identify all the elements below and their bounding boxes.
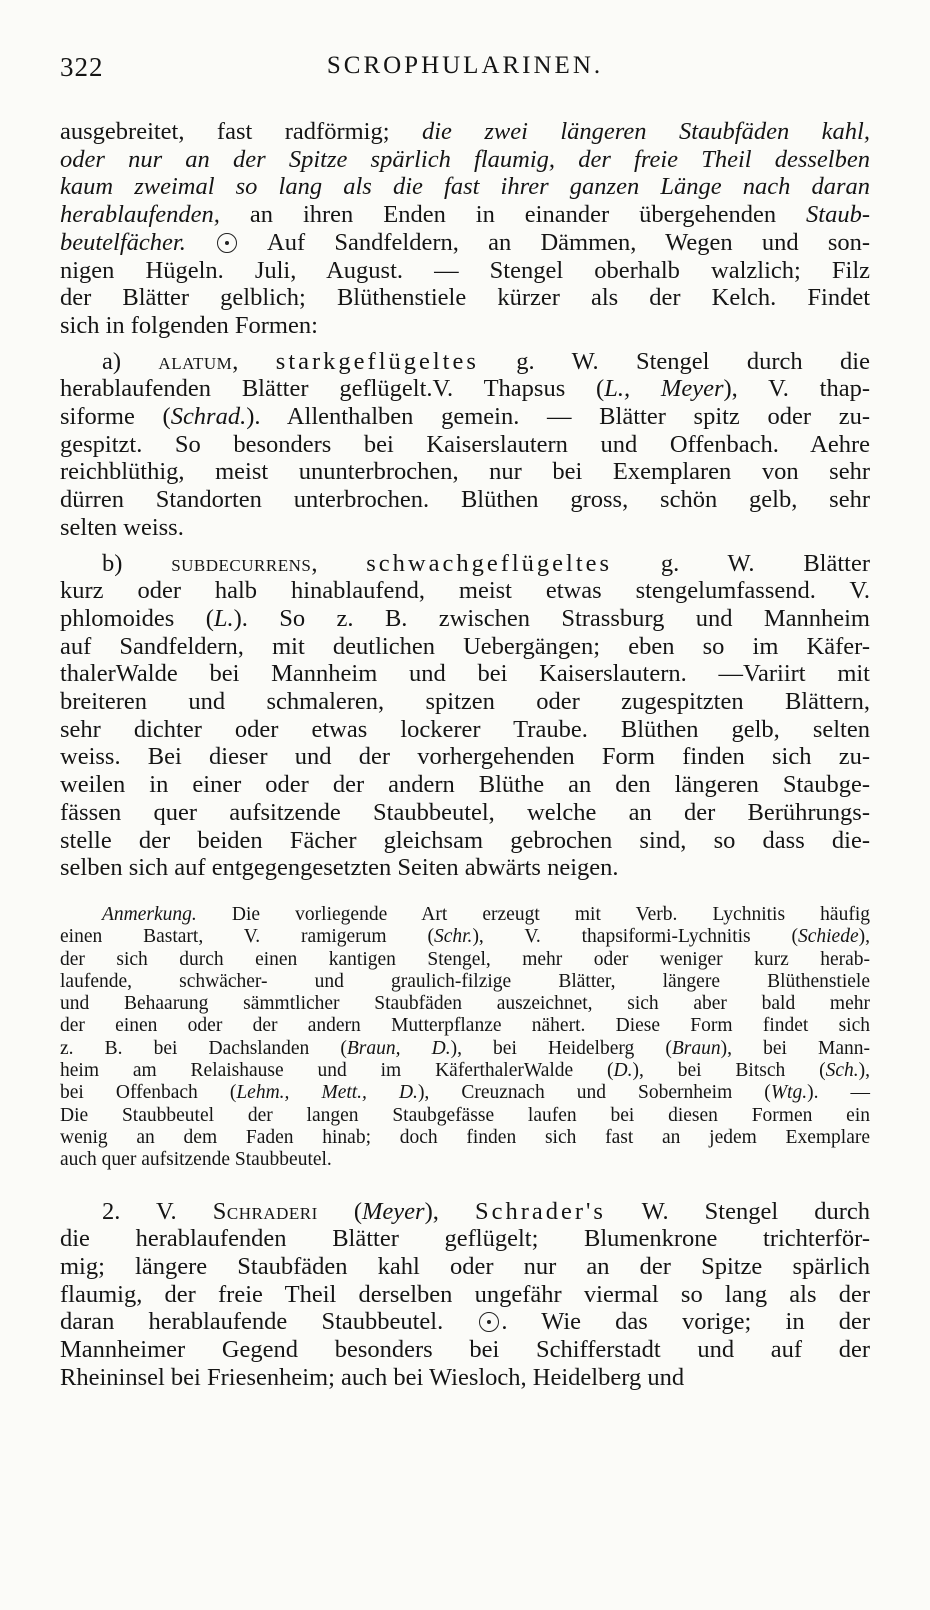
text-segment: ), Creuznach und Sobernheim ( (417, 1082, 771, 1104)
text-segment: b) (102, 549, 172, 577)
text-line (60, 771, 870, 799)
text-segment: der einen oder der andern Mutterpflanze nähert. Diese Form findet sich (60, 1015, 870, 1037)
running-title: SCROPHULARINEN. (326, 52, 604, 79)
text-segment: auch quer aufsitzende Staubbeutel. (60, 1149, 332, 1171)
text-line (60, 1308, 870, 1336)
text-segment: Die vorliegende Art erzeugt mit Verb. Lychnitis häufig (196, 903, 870, 925)
text-segment: phlomoides ( (60, 604, 214, 632)
text-segment: ). Allenthalben gemein. — Blätter spitz oder zu- (246, 403, 870, 431)
text-segment: wenig an dem Faden hinab; doch finden sich fast an jedem Exemplare (60, 1126, 870, 1148)
text-line (60, 375, 870, 403)
text-segment: stelle der beiden Fächer gleichsam gebrochen sind, so dass die- (60, 826, 870, 854)
text-segment: der Blätter gelblich; Blüthenstiele kürzer als der Kelch. Findet (60, 284, 870, 312)
text-line (60, 1038, 870, 1060)
page-number: 322 (60, 52, 104, 82)
text-segment: Wtg. (770, 1082, 808, 1104)
text-segment: selben sich auf entgegengesetzten Seiten abwärts neigen. (60, 854, 619, 882)
text-segment: siforme ( (60, 403, 171, 431)
text-segment: L., Meyer (604, 375, 724, 403)
text-segment: gespitzt. So besonders bei Kaiserslautern und Offenbach. Aehre (60, 430, 870, 458)
text-segment: starkgeflügeltes (275, 347, 479, 375)
text-line (60, 1253, 870, 1281)
text-line (60, 971, 870, 993)
text-line (60, 1198, 870, 1226)
text-segment: der sich durch einen kantigen Stengel, mehr oder weniger kurz herab- (60, 948, 870, 970)
text-line (60, 1225, 870, 1253)
text-segment: ), V. thap- (723, 375, 870, 403)
text-segment: kaum zweimal so lang als die fast ihrer ganzen Länge nach daran (60, 173, 870, 201)
text-line (60, 926, 870, 948)
text-segment: beutelfächer. (60, 228, 186, 256)
text-segment: ausgebreitet, fast radförmig; (60, 118, 422, 145)
text-segment: g. W. Blätter (612, 549, 870, 577)
text-segment: und Behaarung sämmtlicher Staubfäden auszeichnet, sich aber bald mehr (60, 993, 870, 1015)
text-segment: sich in folgenden Formen: (60, 311, 318, 339)
text-line (60, 403, 870, 431)
text-segment: an ihren Enden in einander übergehenden (219, 201, 807, 229)
text-segment: Staub- (806, 201, 870, 229)
text-segment: ). So z. B. zwischen Strassburg und Mannheim (233, 604, 870, 632)
continuation-paragraph (60, 118, 870, 340)
text-segment: sehr dichter oder etwas lockerer Traube. Blüthen gelb, selten (60, 715, 870, 743)
text-segment: W. Stengel durch (605, 1197, 870, 1225)
text-segment: Sch. (825, 1060, 859, 1082)
text-line (60, 431, 870, 459)
text-segment: z. B. bei Dachslanden ( (60, 1037, 347, 1059)
text-segment: Die Staubbeutel der langen Staubgefässe laufen bei diesen Formen ein (60, 1104, 870, 1126)
text-segment: Schrad. (170, 403, 247, 431)
text-line (60, 1105, 870, 1127)
text-segment: ), (858, 1060, 870, 1082)
text-line (60, 1060, 870, 1082)
text-segment: kurz oder halb hinablaufend, meist etwas stengelumfassend. V. (60, 577, 870, 605)
page-body (60, 118, 870, 1391)
text-line (60, 904, 870, 926)
text-line (60, 993, 870, 1015)
text-segment: ( (317, 1197, 362, 1225)
text-segment: die zwei längeren Staubfäden kahl, (421, 118, 870, 145)
text-segment: thalerWalde bei Mannheim und bei Kaiserslautern. —Variirt mit (60, 660, 870, 688)
text-segment: nigen Hügeln. Juli, August. — Stengel oberhalb walzlich; Filz (60, 256, 870, 284)
text-segment: L. (213, 604, 234, 632)
text-line (60, 1336, 870, 1364)
text-line (60, 486, 870, 514)
text-segment: einen Bastart, V. ramigerum ( (60, 926, 434, 948)
text-segment: ), V. thapsiformi-Lychnitis ( (472, 926, 798, 948)
text-segment: Schiede (797, 926, 859, 948)
text-segment: daran herablaufende Staubbeutel. (60, 1308, 478, 1336)
text-line (60, 633, 870, 661)
text-segment: dürren Standorten unterbrochen. Blüthen gross, schön gelb, sehr (60, 486, 870, 514)
text-segment: g. W. Stengel durch die (478, 347, 870, 375)
text-segment: subdecurrens (171, 549, 312, 577)
text-line (60, 854, 870, 882)
text-line (60, 257, 870, 285)
text-line (60, 348, 870, 376)
text-segment: fässen quer aufsitzende Staubbeutel, welche an der Berührungs- (60, 798, 870, 826)
text-segment: . Wie das vorige; in der (501, 1308, 870, 1336)
text-line (60, 201, 870, 229)
text-line (60, 1281, 870, 1309)
text-segment: Lehm., Mett., D. (236, 1082, 418, 1104)
text-line (60, 743, 870, 771)
text-line (60, 827, 870, 855)
text-segment: ), (424, 1197, 475, 1225)
text-line (60, 312, 870, 340)
text-segment: herablaufenden, (60, 201, 220, 229)
text-segment: ), bei Bitsch ( (632, 1060, 826, 1082)
text-segment: Rheininsel bei Friesenheim; auch bei Wiesloch, Heidelberg und (60, 1363, 685, 1391)
text-segment: auf Sandfeldern, mit deutlichen Uebergängen; eben so im Käfer- (60, 632, 870, 660)
text-segment: D. (613, 1060, 633, 1082)
text-line (60, 229, 870, 257)
text-line (60, 118, 870, 146)
text-segment: breiteren und schmaleren, spitzen oder zugespitzten Blättern, (60, 688, 870, 716)
form-a-paragraph (60, 348, 870, 542)
text-line (60, 716, 870, 744)
text-segment: flaumig, der freie Theil derselben ungefähr viermal so lang als der (60, 1280, 870, 1308)
text-segment: Schr. (433, 926, 473, 948)
text-line (60, 1149, 870, 1171)
text-line (60, 799, 870, 827)
text-segment: Schrader's (474, 1197, 606, 1225)
text-segment: ), bei Mann- (720, 1037, 871, 1059)
text-segment: ). — (807, 1082, 871, 1104)
text-segment: weilen in einer oder der andern Blüthe an den längeren Staubge- (60, 771, 870, 799)
text-line (60, 605, 870, 633)
text-segment: heim am Relaishause und im KäferthalerWalde ( (60, 1060, 614, 1082)
perennial-symbol-icon (479, 1312, 499, 1332)
text-segment: herablaufenden Blätter geflügelt.V. Thapsus ( (60, 375, 605, 403)
text-segment: die herablaufenden Blätter geflügelt; Blumenkrone trichterför- (60, 1225, 870, 1253)
text-segment: oder nur an der Spitze spärlich flaumig, der freie Theil desselben (60, 145, 870, 173)
text-segment: Braun (671, 1037, 721, 1059)
text-segment: , (311, 549, 367, 577)
species-2-paragraph (60, 1198, 870, 1392)
text-segment: Mannheimer Gegend besonders bei Schifferstadt und auf der (60, 1336, 870, 1364)
text-line (60, 1082, 870, 1104)
text-line (60, 688, 870, 716)
text-line (60, 173, 870, 201)
text-segment: Auf Sandfeldern, an Dämmen, Wegen und son- (239, 228, 871, 256)
text-segment: bei Offenbach ( (60, 1082, 237, 1104)
text-line (60, 458, 870, 486)
text-segment: selten weiss. (60, 513, 184, 541)
text-segment: ), bei Heidelberg ( (450, 1037, 672, 1059)
text-segment: schwachgeflügeltes (366, 549, 613, 577)
page-header (60, 52, 870, 92)
text-line (60, 660, 870, 688)
text-line (60, 1127, 870, 1149)
text-line (60, 146, 870, 174)
text-segment: Schraderi (212, 1197, 318, 1225)
note-paragraph (60, 904, 870, 1172)
text-line (60, 284, 870, 312)
text-line (60, 1015, 870, 1037)
text-segment: laufende, schwächer- und graulich-filzige Blätter, längere Blüthenstiele (60, 970, 870, 992)
text-segment: ), (858, 926, 870, 948)
text-line (60, 514, 870, 542)
text-line (60, 1364, 870, 1392)
text-line (60, 550, 870, 578)
form-b-paragraph (60, 550, 870, 882)
text-segment: , (232, 347, 276, 375)
text-segment (186, 229, 215, 256)
text-line (60, 949, 870, 971)
text-line (60, 577, 870, 605)
text-segment: a) (102, 347, 159, 375)
text-segment: weiss. Bei dieser und der vorhergehenden Form finden sich zu- (60, 743, 870, 771)
perennial-symbol-icon (217, 233, 237, 253)
text-segment: Anmerkung. (102, 903, 197, 925)
text-segment: alatum (158, 347, 233, 375)
text-segment: mig; längere Staubfäden kahl oder nur an der Spitze spärlich (60, 1252, 870, 1280)
text-segment: 2. V. (102, 1197, 213, 1225)
text-segment: reichblüthig, meist ununterbrochen, nur bei Exemplaren von sehr (60, 458, 870, 486)
text-segment: Braun, D. (346, 1037, 451, 1059)
text-segment: Meyer (362, 1197, 425, 1225)
